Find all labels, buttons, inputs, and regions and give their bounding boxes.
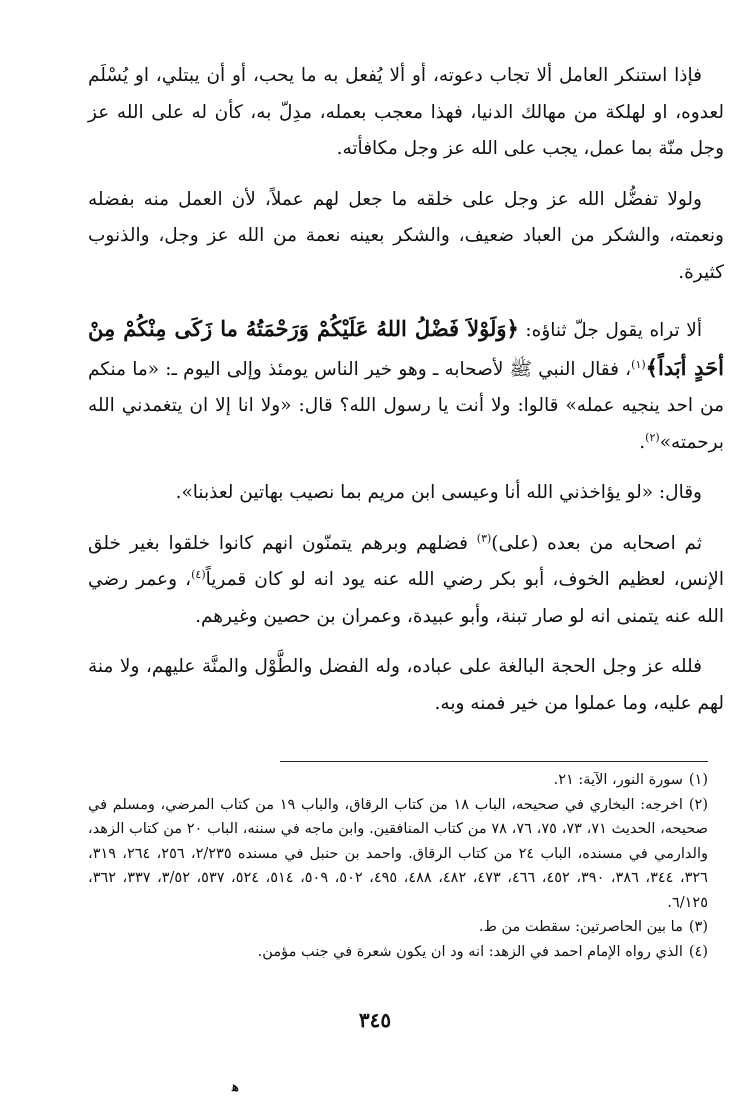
footnote-text: اخرجه: البخاري في صحيحه، الباب ١٨ من كتاب الرقاق، والباب ١٩ من كتاب المرضي، ومسلم في صحيحه، الحديث ٧١، ٧٣، ٧٥، ٧٦، ٧٨ من كتاب المنافقين. وابن ماجه في سننه، الباب ٢٠ من كتاب الزهد، والدارمي في مسنده، الباب ٢٤ من كتاب الرقاق. واحمد بن حنبل في مسنده ٢/٢٣٥، ٢٥٦، ٢٦٤، ٣١٩، ٣٢٦، ٣٤٤، ٣٨٦، ٣٩٠، ٤٥٢، ٤٦٦، ٤٧٣، ٤٨٢، ٤٨٨، ٤٩٥، ٥٠٢، ٥٠٩، ٥١٤، ٥٢٤، ٥٣٧، ٣/٥٢، ٣٣٧، ٣٦٢، ٦/١٢٥. bbox=[88, 796, 708, 911]
footnote-ref-1: (١) bbox=[631, 357, 646, 371]
footnote-number: (٤) bbox=[688, 943, 708, 960]
main-text bbox=[88, 58, 724, 732]
footnote-text: الذي رواه الإمام احمد في الزهد: انه ود ان يكون شعرة في جنب مؤمن. bbox=[257, 943, 683, 960]
paragraph-4: وقال: «لو يؤاخذني الله أنا وعيسى ابن مريم بما نصيب بهاتين لعذبنا». bbox=[175, 482, 702, 503]
footnote-3 bbox=[88, 915, 708, 940]
footnote-number: (١) bbox=[688, 772, 708, 788]
footnote-1 bbox=[88, 768, 708, 793]
paragraph-5-part-3: ، وعمر رضي الله عنه يتمنى انه لو صار تبنة، وأبو عبيدة، وعمران بن حصين وغيرهم. bbox=[88, 569, 724, 627]
paragraph-2: ولولا تفضُّل الله عز وجل على خلقه ما جعل لهم عملاً، لأن العمل منه بفضله ونعمته، والشكر من العباد ضعيف، والشكر بعينه نعمة من الله عز وجل، والذنوب كثيرة. bbox=[88, 188, 724, 283]
footnote-ref-3: (٣) bbox=[476, 531, 492, 545]
paragraph-3-intro: ألا تراه يقول جلّ ثناؤه: bbox=[518, 320, 702, 341]
paragraph-5-part-1: ثم اصحابه من بعده (على) bbox=[491, 532, 703, 554]
footnote-number: (٢) bbox=[688, 796, 708, 813]
paragraph-3-rest: ، فقال النبي ﷺ لأصحابه ـ وهو خير الناس يومئذ وإلى اليوم ـ: «ما منكم من احد ينجيه عمله» قالوا: ولا أنت يا رسول الله؟ قال: «ولا انا إلا ان يتغمدني الله برحمته» bbox=[88, 358, 724, 453]
paragraph-5 bbox=[88, 526, 724, 636]
footnote-number: (٣) bbox=[688, 919, 708, 935]
footnote-divider bbox=[280, 761, 708, 762]
corner-mark: ﻫ bbox=[232, 1080, 239, 1095]
footnote-text: سورة النور، الآية: ٢١. bbox=[553, 772, 683, 788]
footnote-ref-2: (٢) bbox=[645, 430, 660, 444]
footnote-text: ما بين الحاصرتين: سقطت من ط. bbox=[478, 919, 683, 935]
footnotes bbox=[88, 768, 708, 964]
quran-verse: ﴿وَلَوْلاَ فَضْلُ اللهُ عَلَيْكُمْ وَرَحْمَتُهُ ما زَكَى مِنْكُمْ مِنْ أحَدٍ أبَداً﴾ bbox=[88, 316, 724, 380]
paragraph-3-end: . bbox=[639, 431, 646, 453]
paragraph-1: فإذا استنكر العامل ألا تجاب دعوته، أو ألا يُفعل به ما يحب، أو أن يبتلي، او يُسْلَم لعدوه، او لهلكة من مهالك الدنيا، فهذا معجب بعمله، مدِلّ به، كأن له على الله عز وجل منّة بما عمل، يجب على الله عز وجل مكافأته. bbox=[88, 65, 724, 159]
footnote-4 bbox=[88, 940, 708, 965]
page-number: ٣٤٥ bbox=[358, 1008, 392, 1032]
paragraph-3 bbox=[88, 311, 724, 461]
footnote-ref-4: (٤) bbox=[191, 567, 206, 581]
paragraph-6: فلله عز وجل الحجة البالغة على عباده، وله الفضل والطَّوْل والمنَّة عليهم، ولا منة لهم عليه، وما عملوا من خير فمنه وبه. bbox=[88, 656, 724, 714]
footnote-2 bbox=[88, 793, 708, 916]
paragraph-5-part-2: فضلهم وبرهم يتمنّون انهم كانوا خلقوا بغير خلق الإنس، لعظيم الخوف، أبو بكر رضي الله عنه يود انه لو كان قمرياً bbox=[88, 532, 724, 590]
